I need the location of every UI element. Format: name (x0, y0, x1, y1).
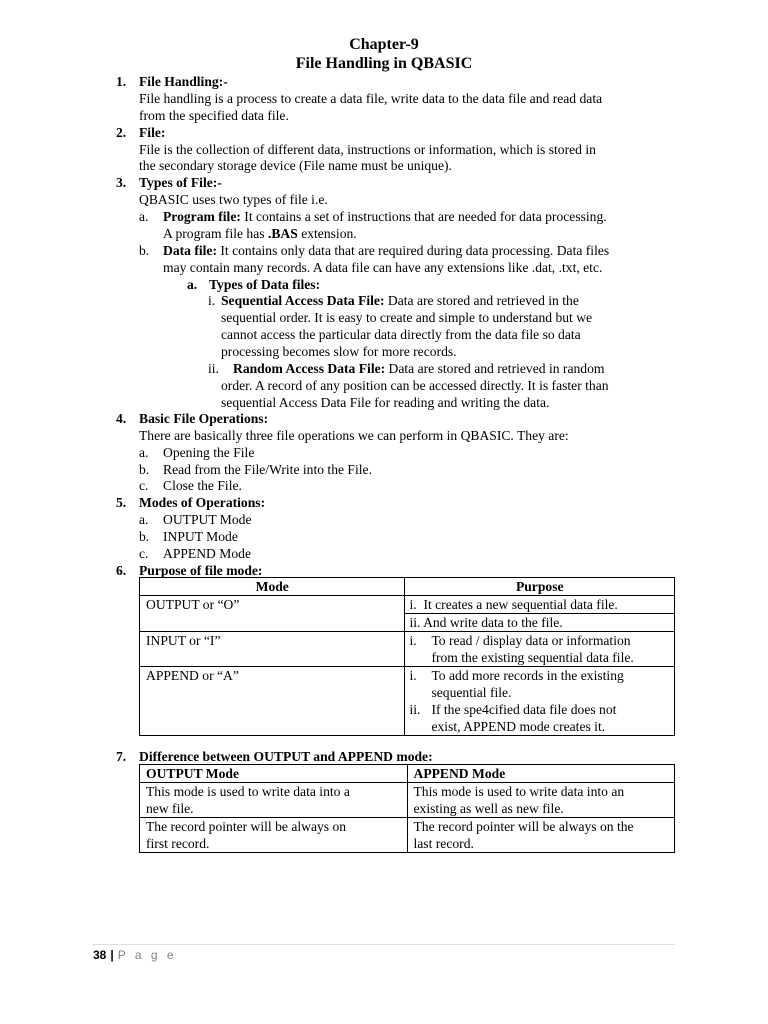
cell-text: existing as well as new file. (413, 801, 564, 816)
data-file-line (163, 242, 609, 259)
random-line-2: order. A record of any position can be accessed directly. It is faster than (221, 378, 609, 393)
purpose-text: It creates a new sequential data file. (423, 597, 618, 612)
cell-text: This mode is used to write data into an (413, 784, 625, 799)
purpose-text: And write data to the file. (423, 615, 563, 630)
table-cell-mode: INPUT or “I” (140, 632, 405, 667)
section-7-number: 7. (116, 749, 127, 764)
program-file-term: Program file: (163, 209, 241, 224)
section-4-intro: There are basically three file operations we can perform in QBASIC. They are: (139, 428, 569, 443)
purpose-item (409, 632, 670, 649)
page-title: File Handling in QBASIC (295, 55, 473, 72)
purpose-item (405, 614, 674, 631)
table-cell-purpose (405, 632, 675, 667)
difference-table (139, 764, 675, 853)
data-file-desc: It contains only data that are required during data processing. Data files (216, 243, 610, 258)
file-mode-table (139, 577, 675, 736)
section-6-number: 6. (116, 563, 127, 578)
cell-text: last record. (413, 836, 474, 851)
table-header-row (140, 765, 675, 783)
table-cell (407, 818, 675, 853)
purpose-text: If the spe4cified data file does not (431, 702, 617, 717)
program-file-line (163, 208, 607, 225)
sequential-line-2: sequential order. It is easy to create and simple to understand but we (221, 310, 593, 325)
list-item-marker: a. (139, 445, 149, 460)
table-header: OUTPUT Mode (140, 765, 408, 783)
table-cell-purpose (405, 596, 675, 632)
cell-text: first record. (146, 836, 210, 851)
section-1-text-line: File handling is a process to create a data file, write data to the data file and read data (139, 91, 603, 106)
page-footer (93, 948, 177, 962)
random-line-3: sequential Access Data File for reading and writing the data. (221, 395, 550, 410)
purpose-text: from the existing sequential data file. (431, 650, 634, 665)
table-row (140, 596, 675, 632)
section-3-heading: Types of File:- (139, 175, 222, 190)
section-3-intro: QBASIC uses two types of file i.e. (139, 192, 328, 207)
list-item: OUTPUT Mode (163, 512, 252, 527)
section-1-text-line: from the specified data file. (139, 108, 289, 123)
data-file-term: Data file: (163, 243, 217, 258)
data-file-marker: b. (139, 243, 150, 258)
purpose-item (409, 667, 670, 684)
table-row (140, 667, 675, 736)
types-data-files-marker: a. (187, 277, 198, 292)
footer-divider (93, 944, 675, 945)
table-header: Purpose (405, 578, 675, 596)
list-item: Opening the File (163, 445, 255, 460)
purpose-text: To add more records in the existing (431, 668, 624, 683)
sequential-line-4: processing becomes slow for more records. (221, 344, 457, 359)
list-item: Read from the File/Write into the File. (163, 462, 372, 477)
chapter-label: Chapter-9 (349, 36, 419, 53)
section-4-number: 4. (116, 411, 127, 426)
purpose-marker: i. (409, 633, 417, 648)
sequential-marker: i. (208, 293, 216, 308)
program-file-desc: It contains a set of instructions that are needed for data processing. (240, 209, 607, 224)
purpose-marker: i. (409, 597, 417, 612)
section-2-text-line: the secondary storage device (File name must be unique). (139, 158, 452, 173)
purpose-marker: ii. (409, 615, 421, 630)
list-item-marker: c. (139, 478, 149, 493)
purpose-marker: ii. (409, 702, 421, 717)
program-file-ext: .BAS (267, 226, 298, 241)
purpose-item (405, 596, 674, 614)
footer-separator: | (110, 948, 114, 962)
table-cell-mode: APPEND or “A” (140, 667, 405, 736)
table-header: Mode (140, 578, 405, 596)
cell-text: This mode is used to write data into a (146, 784, 350, 799)
table-cell (407, 783, 675, 818)
program-file-ext-pre: A program file has (163, 226, 268, 241)
random-marker: ii. (208, 361, 219, 376)
random-desc: Data are stored and retrieved in random (385, 361, 605, 376)
section-2-number: 2. (116, 125, 127, 140)
section-5-heading: Modes of Operations: (139, 495, 266, 510)
cell-text: The record pointer will be always on (146, 819, 347, 834)
list-item: Close the File. (163, 478, 242, 493)
list-item-marker: b. (139, 529, 150, 544)
section-1-heading: File Handling:- (139, 74, 228, 89)
list-item-marker: c. (139, 546, 149, 561)
cell-text: new file. (146, 801, 194, 816)
section-3-number: 3. (116, 175, 127, 190)
sequential-term: Sequential Access Data File: (221, 293, 385, 308)
section-2-heading: File: (139, 125, 166, 140)
section-5-number: 5. (116, 495, 127, 510)
table-row (140, 632, 675, 667)
page-label: P a g e (117, 948, 177, 962)
table-row (140, 783, 675, 818)
list-item-marker: b. (139, 462, 150, 477)
cell-text: The record pointer will be always on the (413, 819, 634, 834)
random-term: Random Access Data File: (233, 361, 386, 376)
section-7-heading: Difference between OUTPUT and APPEND mode: (139, 749, 433, 764)
list-item: INPUT Mode (163, 529, 238, 544)
section-1-number: 1. (116, 74, 127, 89)
section-4-heading: Basic File Operations: (139, 411, 269, 426)
purpose-text: sequential file. (431, 685, 512, 700)
purpose-text: exist, APPEND mode creates it. (431, 719, 606, 734)
purpose-text: To read / display data or information (431, 633, 631, 648)
data-file-line-2: may contain many records. A data file can have any extensions like .dat, .txt, etc. (163, 260, 603, 275)
section-6-heading: Purpose of file mode: (139, 563, 263, 578)
table-cell (140, 818, 408, 853)
table-row (140, 818, 675, 853)
list-item: APPEND Mode (163, 546, 251, 561)
table-cell-purpose (405, 667, 675, 736)
program-file-line-2 (163, 225, 357, 242)
sequential-desc: Data are stored and retrieved in the (384, 293, 579, 308)
list-item-marker: a. (139, 512, 149, 527)
table-cell (140, 783, 408, 818)
table-header-row (140, 578, 675, 596)
page-number: 38 (93, 948, 107, 962)
table-header: APPEND Mode (407, 765, 675, 783)
sequential-line-3: cannot access the particular data directly from the data file so data (221, 327, 581, 342)
program-file-ext-post: extension. (297, 226, 357, 241)
table-cell-mode: OUTPUT or “O” (140, 596, 405, 632)
program-file-marker: a. (139, 209, 149, 224)
random-line (233, 360, 604, 377)
types-data-files-heading: Types of Data files: (209, 277, 321, 292)
purpose-marker: i. (409, 668, 417, 683)
purpose-item (409, 701, 670, 718)
section-2-text-line: File is the collection of different data, instructions or information, which is stored in (139, 142, 596, 157)
sequential-line (221, 292, 579, 309)
